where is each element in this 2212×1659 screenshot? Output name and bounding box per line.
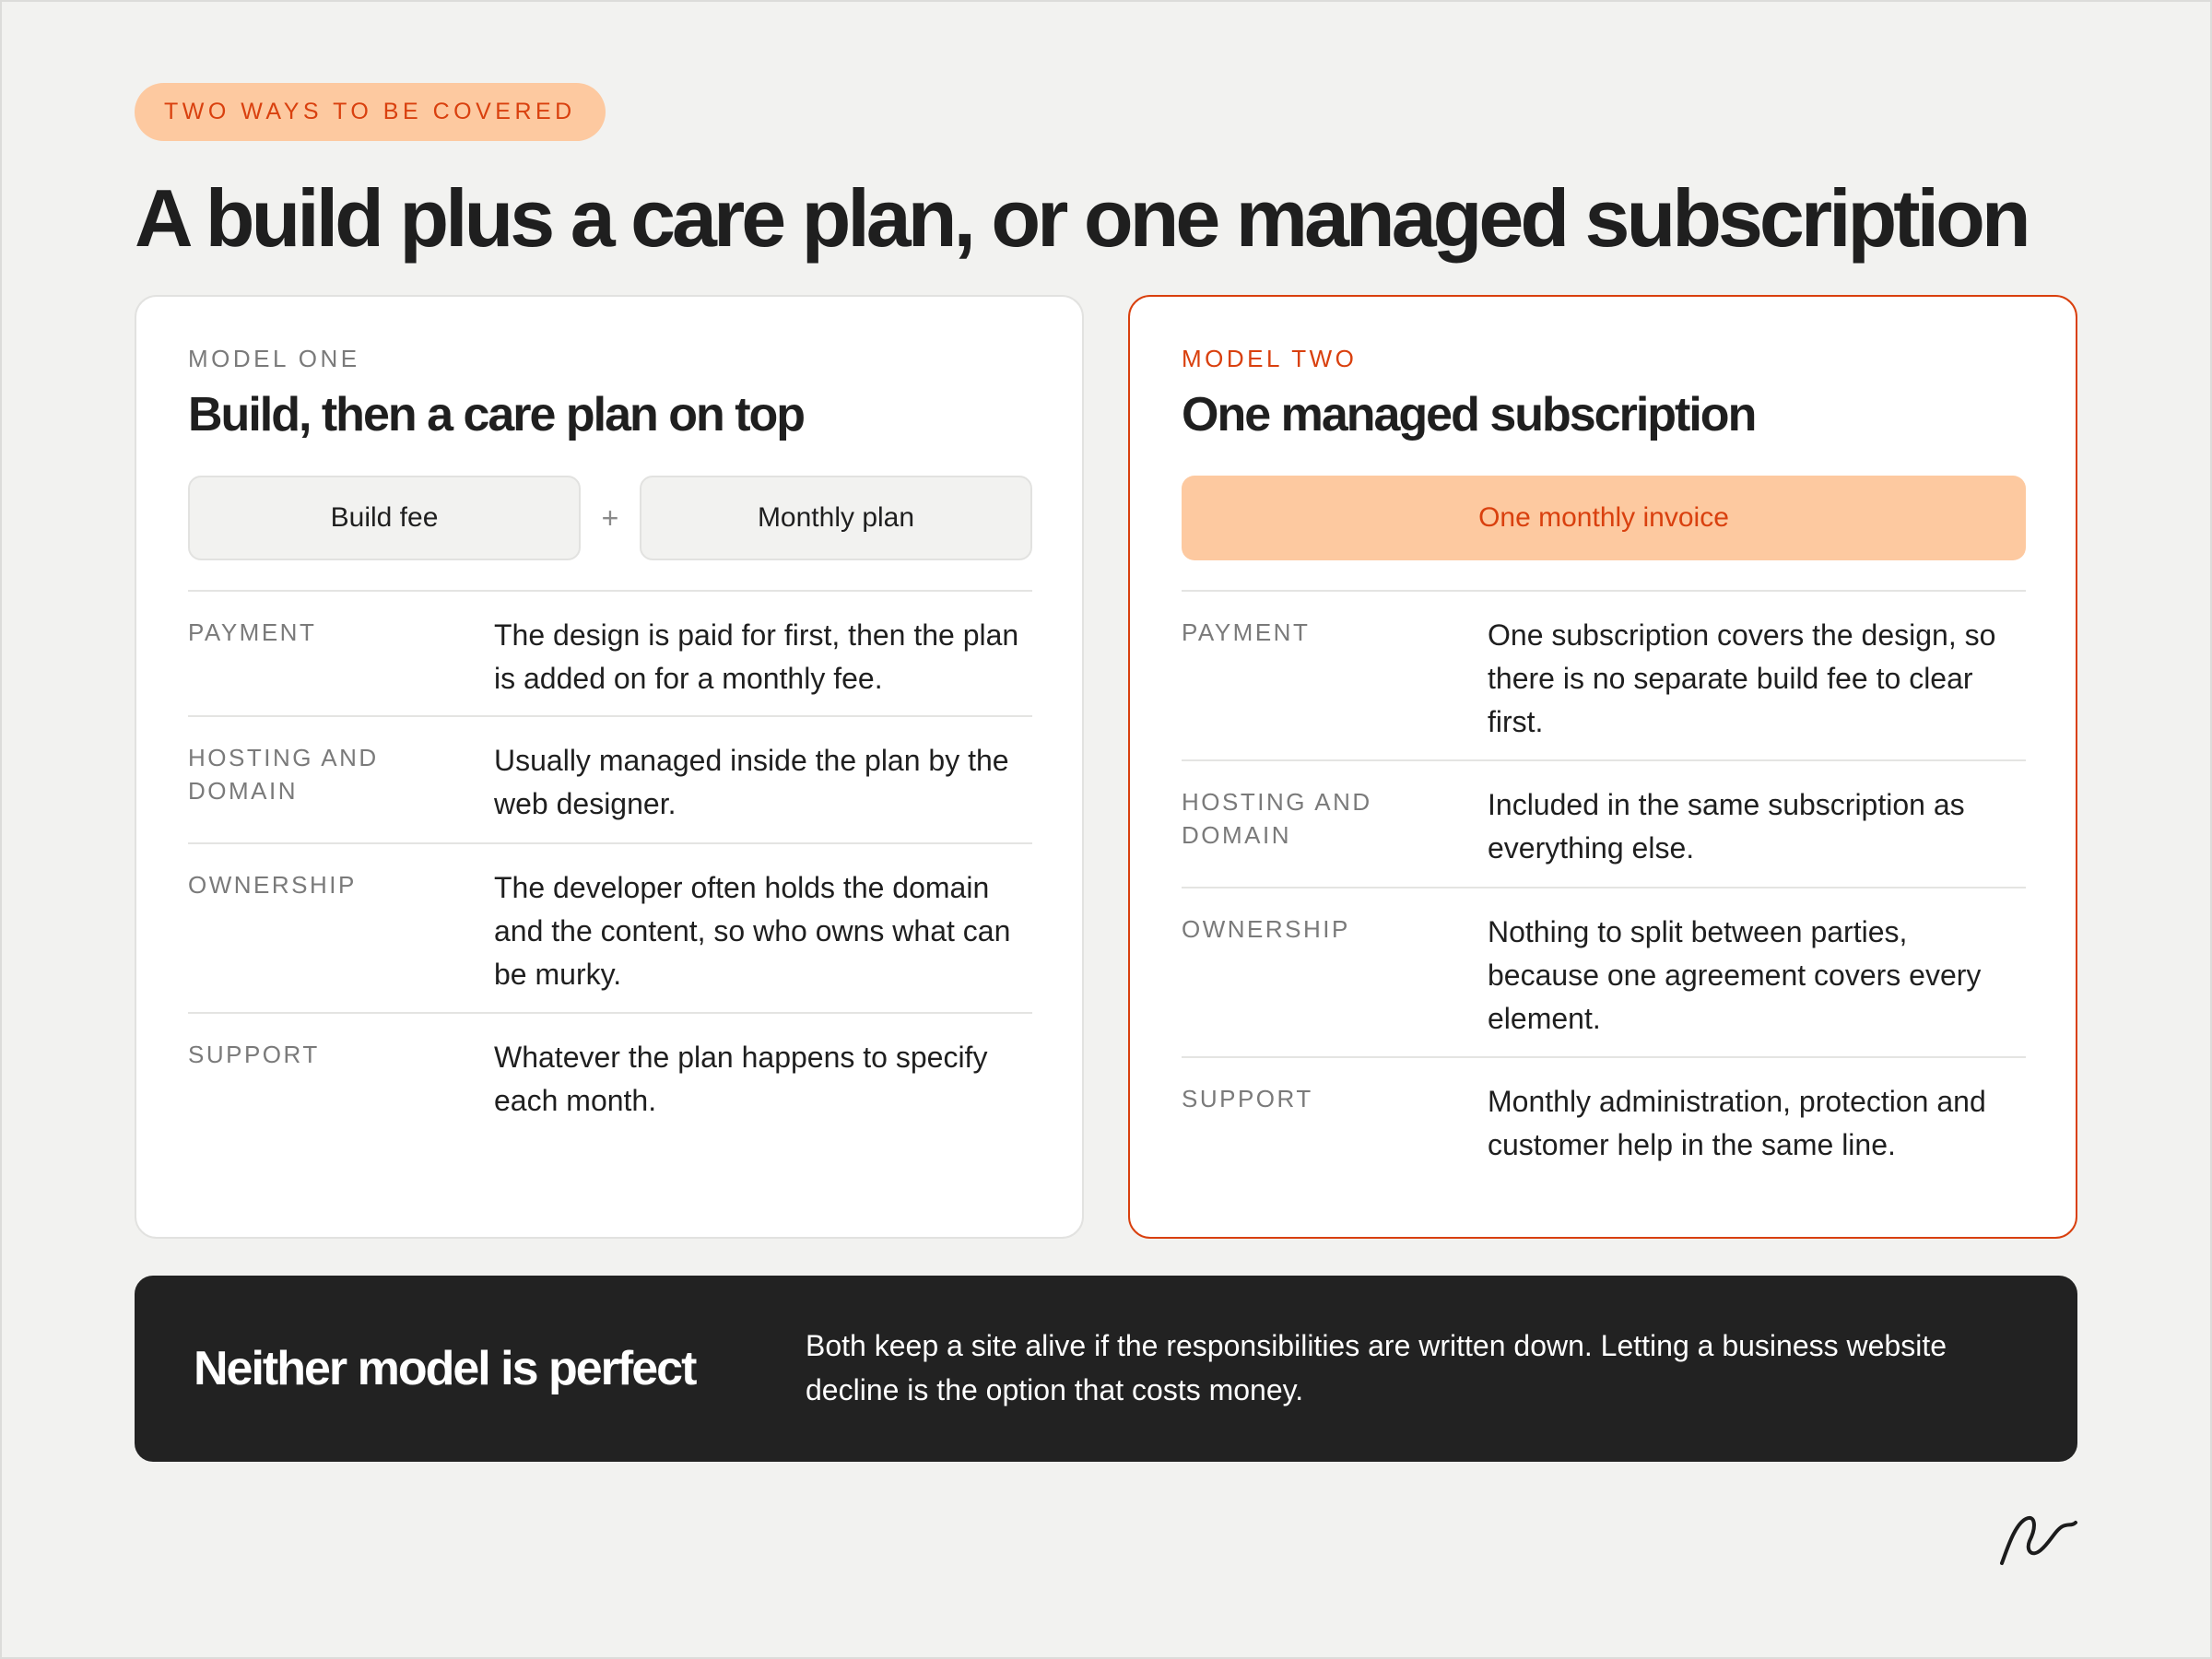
row-value: Included in the same subscription as everything else. <box>1488 788 1965 865</box>
banner-title: Neither model is perfect <box>194 1342 696 1395</box>
row-value: The developer often holds the domain and the content, so who owns what can be murky. <box>494 871 1011 991</box>
build-fee-pill: Build fee <box>188 476 581 560</box>
row-label: HOSTING AND DOMAIN <box>188 744 379 805</box>
model-one-title: Build, then a care plan on top <box>188 388 805 441</box>
table-row <box>188 715 1032 842</box>
row-value: Nothing to split between parties, because one agreement covers every element. <box>1488 915 1982 1035</box>
table-row <box>188 590 1032 715</box>
table-row <box>1182 887 2026 1056</box>
model-one-label: MODEL ONE <box>188 345 360 372</box>
table-row <box>1182 1056 2026 1185</box>
row-value: The design is paid for first, then the plan is added on for a monthly fee. <box>494 618 1019 695</box>
page-title: A build plus a care plan, or one managed subscription <box>135 172 2028 264</box>
model-two-label: MODEL TWO <box>1182 345 1358 372</box>
row-label: PAYMENT <box>188 618 317 646</box>
row-label: SUPPORT <box>1182 1085 1313 1112</box>
model-two-title: One managed subscription <box>1182 388 1756 441</box>
row-value: Usually managed inside the plan by the web designer. <box>494 744 1009 820</box>
row-label: HOSTING AND DOMAIN <box>1182 788 1372 849</box>
signature-logo-icon <box>1998 1512 2079 1567</box>
model-one-card <box>135 295 1084 1239</box>
table-row <box>1182 759 2026 887</box>
banner-text: Both keep a site alive if the responsibilities are written down. Letting a business website decline is the option that costs money. <box>806 1329 1947 1406</box>
monthly-plan-pill: Monthly plan <box>640 476 1032 560</box>
monthly-invoice-pill: One monthly invoice <box>1182 476 2026 560</box>
row-value: Whatever the plan happens to specify each month. <box>494 1041 988 1117</box>
eyebrow-badge: TWO WAYS TO BE COVERED <box>135 83 606 141</box>
table-row <box>188 1012 1032 1141</box>
row-label: OWNERSHIP <box>188 871 357 899</box>
model-two-card <box>1128 295 2077 1239</box>
row-label: OWNERSHIP <box>1182 915 1350 943</box>
summary-banner <box>135 1276 2077 1462</box>
row-label: PAYMENT <box>1182 618 1311 646</box>
row-value: Monthly administration, protection and customer help in the same line. <box>1488 1085 1986 1161</box>
table-row <box>1182 590 2026 759</box>
table-row <box>188 842 1032 1012</box>
row-label: SUPPORT <box>188 1041 320 1068</box>
plus-sign: + <box>601 500 619 535</box>
row-value: One subscription covers the design, so there is no separate build fee to clear first. <box>1488 618 1996 738</box>
model-two-rows <box>1182 590 2026 1185</box>
model-one-rows <box>188 590 1032 1141</box>
